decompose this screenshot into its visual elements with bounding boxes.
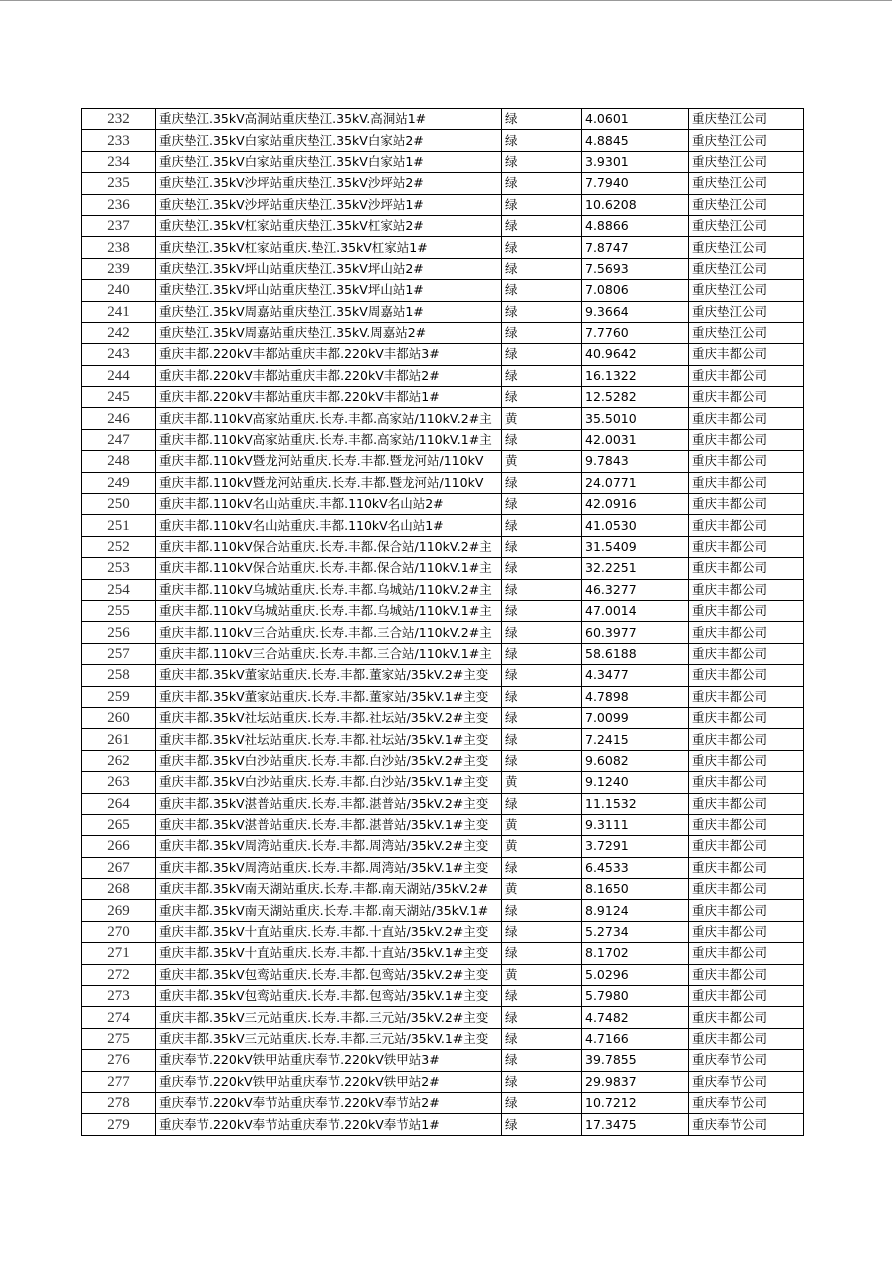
equipment-name-cell: 重庆丰都.220kV丰都站重庆丰都.220kV丰都站3# (156, 344, 502, 365)
status-color-cell: 绿 (502, 322, 582, 343)
row-number-cell: 270 (82, 921, 156, 942)
table-row (82, 686, 804, 707)
value-cell: 58.6188 (582, 643, 689, 664)
value-cell: 4.7482 (582, 1007, 689, 1028)
row-number-cell: 256 (82, 622, 156, 643)
table-row (82, 943, 804, 964)
row-number-cell: 238 (82, 237, 156, 258)
equipment-name-cell: 重庆丰都.35kV湛普站重庆.长寿.丰都.湛普站/35kV.2#主变 (156, 793, 502, 814)
status-color-cell: 绿 (502, 515, 582, 536)
value-cell: 7.7760 (582, 322, 689, 343)
value-cell: 60.3977 (582, 622, 689, 643)
company-cell: 重庆奉节公司 (689, 1050, 804, 1071)
equipment-name-cell: 重庆奉节.220kV铁甲站重庆奉节.220kV铁甲站2# (156, 1071, 502, 1092)
company-cell: 重庆丰都公司 (689, 387, 804, 408)
table-row (82, 729, 804, 750)
table-row (82, 536, 804, 557)
equipment-name-cell: 重庆垫江.35kV沙坪站重庆垫江.35kV沙坪站2# (156, 173, 502, 194)
row-number-cell: 265 (82, 814, 156, 835)
table-row (82, 365, 804, 386)
status-color-cell: 黄 (502, 964, 582, 985)
status-color-cell: 绿 (502, 387, 582, 408)
company-cell: 重庆垫江公司 (689, 301, 804, 322)
equipment-name-cell: 重庆垫江.35kV沙坪站重庆垫江.35kV沙坪站1# (156, 194, 502, 215)
status-color-cell: 绿 (502, 237, 582, 258)
status-color-cell: 绿 (502, 1007, 582, 1028)
value-cell: 11.1532 (582, 793, 689, 814)
company-cell: 重庆丰都公司 (689, 964, 804, 985)
table-row (82, 344, 804, 365)
equipment-name-cell: 重庆奉节.220kV奉节站重庆奉节.220kV奉节站2# (156, 1092, 502, 1113)
status-color-cell: 绿 (502, 643, 582, 664)
status-color-cell: 绿 (502, 1050, 582, 1071)
company-cell: 重庆垫江公司 (689, 322, 804, 343)
row-number-cell: 239 (82, 258, 156, 279)
value-cell: 9.3111 (582, 814, 689, 835)
equipment-name-cell: 重庆丰都.220kV丰都站重庆丰都.220kV丰都站1# (156, 387, 502, 408)
company-cell: 重庆丰都公司 (689, 986, 804, 1007)
equipment-name-cell: 重庆垫江.35kV白家站重庆垫江.35kV白家站1# (156, 151, 502, 172)
table-row (82, 921, 804, 942)
status-color-cell: 绿 (502, 750, 582, 771)
equipment-name-cell: 重庆丰都.35kV包鸾站重庆.长寿.丰都.包鸾站/35kV.2#主变 (156, 964, 502, 985)
equipment-name-cell: 重庆丰都.110kV名山站重庆.丰都.110kV名山站2# (156, 494, 502, 515)
equipment-name-cell: 重庆丰都.110kV保合站重庆.长寿.丰都.保合站/110kV.2#主 (156, 536, 502, 557)
transformer-status-table (81, 108, 804, 1136)
company-cell: 重庆垫江公司 (689, 151, 804, 172)
value-cell: 9.1240 (582, 772, 689, 793)
company-cell: 重庆奉节公司 (689, 1092, 804, 1113)
table-row (82, 301, 804, 322)
company-cell: 重庆丰都公司 (689, 707, 804, 728)
table-row (82, 750, 804, 771)
equipment-name-cell: 重庆丰都.110kV高家站重庆.长寿.丰都.高家站/110kV.1#主 (156, 429, 502, 450)
equipment-name-cell: 重庆奉节.220kV铁甲站重庆奉节.220kV铁甲站3# (156, 1050, 502, 1071)
company-cell: 重庆丰都公司 (689, 857, 804, 878)
value-cell: 4.7898 (582, 686, 689, 707)
equipment-name-cell: 重庆丰都.35kV周湾站重庆.长寿.丰都.周湾站/35kV.1#主变 (156, 857, 502, 878)
row-number-cell: 261 (82, 729, 156, 750)
company-cell: 重庆垫江公司 (689, 109, 804, 130)
company-cell: 重庆丰都公司 (689, 729, 804, 750)
row-number-cell: 245 (82, 387, 156, 408)
company-cell: 重庆丰都公司 (689, 622, 804, 643)
table-row (82, 451, 804, 472)
equipment-name-cell: 重庆垫江.35kV周嘉站重庆垫江.35kV.周嘉站2# (156, 322, 502, 343)
status-color-cell: 绿 (502, 900, 582, 921)
page-top-border (0, 0, 892, 1)
equipment-name-cell: 重庆丰都.110kV乌城站重庆.长寿.丰都.乌城站/110kV.1#主 (156, 600, 502, 621)
row-number-cell: 269 (82, 900, 156, 921)
value-cell: 31.5409 (582, 536, 689, 557)
equipment-name-cell: 重庆丰都.35kV周湾站重庆.长寿.丰都.周湾站/35kV.2#主变 (156, 836, 502, 857)
table-row (82, 194, 804, 215)
status-color-cell: 绿 (502, 1114, 582, 1135)
row-number-cell: 258 (82, 665, 156, 686)
value-cell: 4.8866 (582, 215, 689, 236)
equipment-name-cell: 重庆丰都.35kV社坛站重庆.长寿.丰都.社坛站/35kV.2#主变 (156, 707, 502, 728)
equipment-name-cell: 重庆丰都.110kV暨龙河站重庆.长寿.丰都.暨龙河站/110kV (156, 472, 502, 493)
equipment-name-cell: 重庆丰都.35kV白沙站重庆.长寿.丰都.白沙站/35kV.2#主变 (156, 750, 502, 771)
company-cell: 重庆丰都公司 (689, 943, 804, 964)
company-cell: 重庆垫江公司 (689, 173, 804, 194)
company-cell: 重庆垫江公司 (689, 194, 804, 215)
company-cell: 重庆丰都公司 (689, 344, 804, 365)
company-cell: 重庆丰都公司 (689, 921, 804, 942)
value-cell: 5.2734 (582, 921, 689, 942)
value-cell: 39.7855 (582, 1050, 689, 1071)
table-row (82, 429, 804, 450)
value-cell: 7.0806 (582, 280, 689, 301)
status-color-cell: 绿 (502, 429, 582, 450)
status-color-cell: 黄 (502, 772, 582, 793)
status-color-cell: 绿 (502, 579, 582, 600)
status-color-cell: 绿 (502, 472, 582, 493)
table-row (82, 515, 804, 536)
row-number-cell: 279 (82, 1114, 156, 1135)
table-row (82, 665, 804, 686)
company-cell: 重庆垫江公司 (689, 130, 804, 151)
table-row (82, 472, 804, 493)
row-number-cell: 257 (82, 643, 156, 664)
status-color-cell: 绿 (502, 729, 582, 750)
row-number-cell: 233 (82, 130, 156, 151)
value-cell: 42.0916 (582, 494, 689, 515)
equipment-name-cell: 重庆丰都.35kV白沙站重庆.长寿.丰都.白沙站/35kV.1#主变 (156, 772, 502, 793)
status-color-cell: 绿 (502, 151, 582, 172)
company-cell: 重庆丰都公司 (689, 665, 804, 686)
status-color-cell: 绿 (502, 1071, 582, 1092)
company-cell: 重庆丰都公司 (689, 879, 804, 900)
row-number-cell: 247 (82, 429, 156, 450)
row-number-cell: 262 (82, 750, 156, 771)
equipment-name-cell: 重庆垫江.35kV周嘉站重庆垫江.35kV周嘉站1# (156, 301, 502, 322)
status-color-cell: 黄 (502, 836, 582, 857)
equipment-name-cell: 重庆丰都.35kV董家站重庆.长寿.丰都.董家站/35kV.2#主变 (156, 665, 502, 686)
table-row (82, 280, 804, 301)
table-row (82, 1071, 804, 1092)
value-cell: 7.2415 (582, 729, 689, 750)
row-number-cell: 274 (82, 1007, 156, 1028)
row-number-cell: 278 (82, 1092, 156, 1113)
equipment-name-cell: 重庆丰都.220kV丰都站重庆丰都.220kV丰都站2# (156, 365, 502, 386)
status-color-cell: 绿 (502, 1028, 582, 1049)
table-row (82, 558, 804, 579)
status-color-cell: 绿 (502, 258, 582, 279)
company-cell: 重庆丰都公司 (689, 579, 804, 600)
table-row (82, 986, 804, 1007)
equipment-name-cell: 重庆垫江.35kV坪山站重庆垫江.35kV坪山站2# (156, 258, 502, 279)
status-color-cell: 绿 (502, 943, 582, 964)
company-cell: 重庆丰都公司 (689, 365, 804, 386)
value-cell: 9.3664 (582, 301, 689, 322)
company-cell: 重庆丰都公司 (689, 686, 804, 707)
row-number-cell: 234 (82, 151, 156, 172)
value-cell: 9.6082 (582, 750, 689, 771)
status-color-cell: 绿 (502, 793, 582, 814)
company-cell: 重庆丰都公司 (689, 600, 804, 621)
row-number-cell: 255 (82, 600, 156, 621)
status-color-cell: 绿 (502, 600, 582, 621)
value-cell: 10.7212 (582, 1092, 689, 1113)
status-color-cell: 绿 (502, 301, 582, 322)
company-cell: 重庆丰都公司 (689, 472, 804, 493)
status-color-cell: 绿 (502, 558, 582, 579)
row-number-cell: 252 (82, 536, 156, 557)
equipment-name-cell: 重庆丰都.110kV三合站重庆.长寿.丰都.三合站/110kV.2#主 (156, 622, 502, 643)
company-cell: 重庆丰都公司 (689, 814, 804, 835)
status-color-cell: 绿 (502, 494, 582, 515)
row-number-cell: 259 (82, 686, 156, 707)
row-number-cell: 242 (82, 322, 156, 343)
company-cell: 重庆丰都公司 (689, 451, 804, 472)
equipment-name-cell: 重庆丰都.110kV保合站重庆.长寿.丰都.保合站/110kV.1#主 (156, 558, 502, 579)
company-cell: 重庆丰都公司 (689, 1007, 804, 1028)
value-cell: 3.9301 (582, 151, 689, 172)
value-cell: 16.1322 (582, 365, 689, 386)
value-cell: 7.5693 (582, 258, 689, 279)
value-cell: 10.6208 (582, 194, 689, 215)
company-cell: 重庆丰都公司 (689, 515, 804, 536)
company-cell: 重庆丰都公司 (689, 558, 804, 579)
company-cell: 重庆丰都公司 (689, 1028, 804, 1049)
status-color-cell: 绿 (502, 986, 582, 1007)
table-row (82, 215, 804, 236)
equipment-name-cell: 重庆丰都.35kV三元站重庆.长寿.丰都.三元站/35kV.1#主变 (156, 1028, 502, 1049)
status-color-cell: 绿 (502, 622, 582, 643)
equipment-name-cell: 重庆奉节.220kV奉节站重庆奉节.220kV奉节站1# (156, 1114, 502, 1135)
value-cell: 6.4533 (582, 857, 689, 878)
table-row (82, 600, 804, 621)
table-row (82, 173, 804, 194)
equipment-name-cell: 重庆丰都.35kV南天湖站重庆.长寿.丰都.南天湖站/35kV.1# (156, 900, 502, 921)
row-number-cell: 249 (82, 472, 156, 493)
table-row (82, 579, 804, 600)
status-color-cell: 绿 (502, 686, 582, 707)
value-cell: 17.3475 (582, 1114, 689, 1135)
equipment-name-cell: 重庆垫江.35kV坪山站重庆垫江.35kV坪山站1# (156, 280, 502, 301)
table-row (82, 836, 804, 857)
table-row (82, 151, 804, 172)
row-number-cell: 237 (82, 215, 156, 236)
value-cell: 4.8845 (582, 130, 689, 151)
table-row (82, 1028, 804, 1049)
value-cell: 24.0771 (582, 472, 689, 493)
company-cell: 重庆垫江公司 (689, 237, 804, 258)
value-cell: 40.9642 (582, 344, 689, 365)
row-number-cell: 251 (82, 515, 156, 536)
table-row (82, 814, 804, 835)
row-number-cell: 246 (82, 408, 156, 429)
company-cell: 重庆丰都公司 (689, 900, 804, 921)
row-number-cell: 277 (82, 1071, 156, 1092)
status-color-cell: 绿 (502, 857, 582, 878)
company-cell: 重庆丰都公司 (689, 772, 804, 793)
status-color-cell: 绿 (502, 707, 582, 728)
equipment-name-cell: 重庆丰都.110kV名山站重庆.丰都.110kV名山站1# (156, 515, 502, 536)
equipment-name-cell: 重庆丰都.35kV湛普站重庆.长寿.丰都.湛普站/35kV.1#主变 (156, 814, 502, 835)
company-cell: 重庆丰都公司 (689, 793, 804, 814)
value-cell: 8.9124 (582, 900, 689, 921)
row-number-cell: 266 (82, 836, 156, 857)
table-row (82, 1050, 804, 1071)
value-cell: 8.1702 (582, 943, 689, 964)
value-cell: 4.0601 (582, 109, 689, 130)
row-number-cell: 243 (82, 344, 156, 365)
equipment-name-cell: 重庆丰都.35kV董家站重庆.长寿.丰都.董家站/35kV.1#主变 (156, 686, 502, 707)
row-number-cell: 260 (82, 707, 156, 728)
table-row (82, 130, 804, 151)
table-row (82, 643, 804, 664)
value-cell: 46.3277 (582, 579, 689, 600)
row-number-cell: 244 (82, 365, 156, 386)
company-cell: 重庆丰都公司 (689, 536, 804, 557)
row-number-cell: 240 (82, 280, 156, 301)
table-row (82, 900, 804, 921)
equipment-name-cell: 重庆丰都.110kV三合站重庆.长寿.丰都.三合站/110kV.1#主 (156, 643, 502, 664)
value-cell: 32.2251 (582, 558, 689, 579)
value-cell: 7.8747 (582, 237, 689, 258)
equipment-name-cell: 重庆丰都.35kV社坛站重庆.长寿.丰都.社坛站/35kV.1#主变 (156, 729, 502, 750)
company-cell: 重庆垫江公司 (689, 215, 804, 236)
table-row (82, 707, 804, 728)
status-color-cell: 绿 (502, 536, 582, 557)
status-color-cell: 绿 (502, 173, 582, 194)
status-color-cell: 绿 (502, 194, 582, 215)
company-cell: 重庆奉节公司 (689, 1071, 804, 1092)
value-cell: 42.0031 (582, 429, 689, 450)
row-number-cell: 253 (82, 558, 156, 579)
row-number-cell: 235 (82, 173, 156, 194)
table-row (82, 322, 804, 343)
table-row (82, 408, 804, 429)
table-row (82, 109, 804, 130)
table-row (82, 258, 804, 279)
value-cell: 7.0099 (582, 707, 689, 728)
table-row (82, 879, 804, 900)
equipment-name-cell: 重庆丰都.35kV南天湖站重庆.长寿.丰都.南天湖站/35kV.2# (156, 879, 502, 900)
company-cell: 重庆丰都公司 (689, 643, 804, 664)
row-number-cell: 254 (82, 579, 156, 600)
status-color-cell: 绿 (502, 921, 582, 942)
equipment-name-cell: 重庆丰都.110kV高家站重庆.长寿.丰都.高家站/110kV.2#主 (156, 408, 502, 429)
row-number-cell: 272 (82, 964, 156, 985)
status-color-cell: 绿 (502, 130, 582, 151)
row-number-cell: 271 (82, 943, 156, 964)
row-number-cell: 263 (82, 772, 156, 793)
row-number-cell: 267 (82, 857, 156, 878)
status-color-cell: 绿 (502, 215, 582, 236)
company-cell: 重庆丰都公司 (689, 836, 804, 857)
row-number-cell: 236 (82, 194, 156, 215)
table-row (82, 622, 804, 643)
table-row (82, 964, 804, 985)
equipment-name-cell: 重庆垫江.35kV杠家站重庆.垫江.35kV杠家站1# (156, 237, 502, 258)
value-cell: 29.9837 (582, 1071, 689, 1092)
table-row (82, 1007, 804, 1028)
status-color-cell: 绿 (502, 109, 582, 130)
value-cell: 4.7166 (582, 1028, 689, 1049)
company-cell: 重庆丰都公司 (689, 750, 804, 771)
status-color-cell: 绿 (502, 665, 582, 686)
equipment-name-cell: 重庆垫江.35kV高洞站重庆垫江.35kV.高洞站1# (156, 109, 502, 130)
row-number-cell: 250 (82, 494, 156, 515)
table-row (82, 387, 804, 408)
value-cell: 3.7291 (582, 836, 689, 857)
status-color-cell: 绿 (502, 344, 582, 365)
table-row (82, 1114, 804, 1135)
company-cell: 重庆丰都公司 (689, 494, 804, 515)
value-cell: 7.7940 (582, 173, 689, 194)
status-color-cell: 黄 (502, 879, 582, 900)
table-row (82, 494, 804, 515)
value-cell: 35.5010 (582, 408, 689, 429)
row-number-cell: 275 (82, 1028, 156, 1049)
status-color-cell: 绿 (502, 280, 582, 301)
value-cell: 4.3477 (582, 665, 689, 686)
equipment-name-cell: 重庆丰都.35kV十直站重庆.长寿.丰都.十直站/35kV.2#主变 (156, 921, 502, 942)
company-cell: 重庆丰都公司 (689, 429, 804, 450)
equipment-name-cell: 重庆丰都.110kV暨龙河站重庆.长寿.丰都.暨龙河站/110kV (156, 451, 502, 472)
row-number-cell: 248 (82, 451, 156, 472)
value-cell: 5.7980 (582, 986, 689, 1007)
value-cell: 12.5282 (582, 387, 689, 408)
row-number-cell: 241 (82, 301, 156, 322)
value-cell: 47.0014 (582, 600, 689, 621)
row-number-cell: 276 (82, 1050, 156, 1071)
row-number-cell: 264 (82, 793, 156, 814)
value-cell: 9.7843 (582, 451, 689, 472)
status-color-cell: 绿 (502, 365, 582, 386)
company-cell: 重庆奉节公司 (689, 1114, 804, 1135)
value-cell: 8.1650 (582, 879, 689, 900)
value-cell: 5.0296 (582, 964, 689, 985)
equipment-name-cell: 重庆丰都.35kV十直站重庆.长寿.丰都.十直站/35kV.1#主变 (156, 943, 502, 964)
row-number-cell: 268 (82, 879, 156, 900)
company-cell: 重庆垫江公司 (689, 280, 804, 301)
status-color-cell: 绿 (502, 1092, 582, 1113)
company-cell: 重庆垫江公司 (689, 258, 804, 279)
table-row (82, 857, 804, 878)
row-number-cell: 232 (82, 109, 156, 130)
equipment-name-cell: 重庆垫江.35kV白家站重庆垫江.35kV白家站2# (156, 130, 502, 151)
equipment-name-cell: 重庆丰都.110kV乌城站重庆.长寿.丰都.乌城站/110kV.2#主 (156, 579, 502, 600)
equipment-name-cell: 重庆丰都.35kV包鸾站重庆.长寿.丰都.包鸾站/35kV.1#主变 (156, 986, 502, 1007)
table-row (82, 1092, 804, 1113)
status-color-cell: 黄 (502, 408, 582, 429)
equipment-name-cell: 重庆丰都.35kV三元站重庆.长寿.丰都.三元站/35kV.2#主变 (156, 1007, 502, 1028)
table-row (82, 793, 804, 814)
company-cell: 重庆丰都公司 (689, 408, 804, 429)
table-row (82, 237, 804, 258)
value-cell: 41.0530 (582, 515, 689, 536)
equipment-name-cell: 重庆垫江.35kV杠家站重庆垫江.35kV杠家站2# (156, 215, 502, 236)
status-color-cell: 黄 (502, 451, 582, 472)
table-row (82, 772, 804, 793)
status-color-cell: 黄 (502, 814, 582, 835)
row-number-cell: 273 (82, 986, 156, 1007)
